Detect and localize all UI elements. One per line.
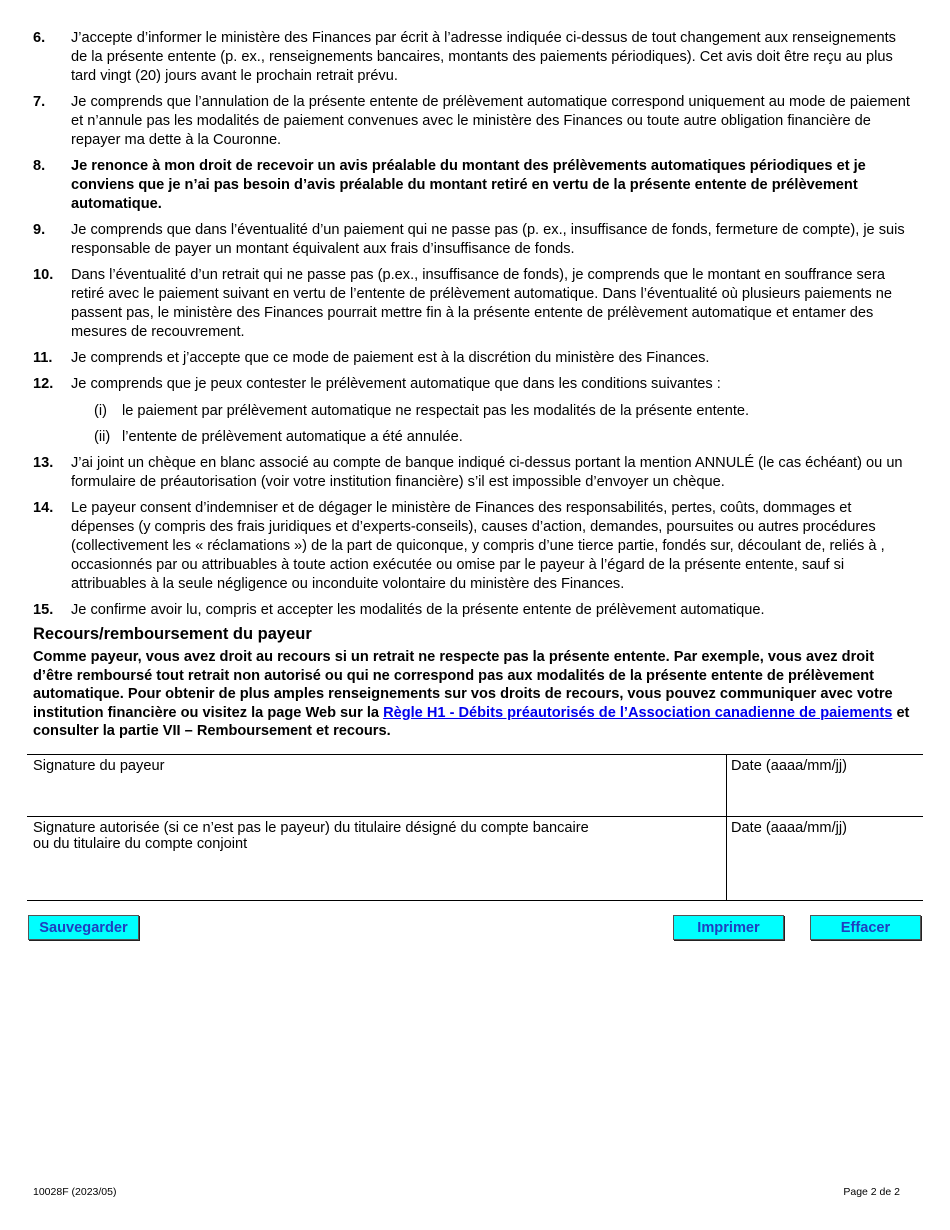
clause-text: J’accepte d’informer le ministère des Finances par écrit à l’adresse indiquée ci-dessus de tout changement aux renseignements de la présente entente (p. ex., renseignements bancaires, montants des paiements périodiques). Cet avis doit être reçu au plus tard vingt (20) jours avant le prochain retrait prévu.: [71, 30, 896, 84]
clause-text: J’ai joint un chèque en blanc associé au compte de banque indiqué ci-dessus portant la mention ANNULÉ (le cas échéant) ou un formulaire de préautorisation (voir votre institution financière) s’il est impossible d’envoyer un chèque.: [71, 455, 903, 490]
authorized-date-field[interactable]: [727, 817, 923, 900]
recourse-text-before: Comme payeur, vous avez droit au recours si un retrait ne respecte pas la présente entente. Par exemple, vous avez droit d’être remboursé tout retrait non autorisé ou qui ne correspond pas aux modalités de la présente entente de prélèvement automatique. Pour obtenir de plus amples renseignements sur vos droits de recours, vous pouvez communiquer avec votre institution financière ou visitez la page Web sur la: [33, 649, 893, 721]
clause-number: 13.: [33, 455, 54, 471]
clause-15: [33, 601, 913, 620]
clause-11: [33, 349, 913, 368]
payer-date-field[interactable]: [727, 755, 923, 816]
sub-clause-ii: [71, 428, 913, 447]
clause-text: Je renonce à mon droit de recevoir un avis préalable du montant des prélèvements automatiques périodiques et je conviens que je n’ai pas besoin d’avis préalable du montant retiré en vertu de la présente entente de prélèvement automatique.: [71, 158, 866, 212]
clause-body: [71, 375, 913, 447]
authorized-date-label: Date (aaaa/mm/jj): [731, 820, 847, 836]
form-code: 10028F (2023/05): [33, 1186, 117, 1198]
clause-number: 10.: [33, 267, 54, 283]
clause-7: [33, 93, 913, 150]
signature-table: [27, 754, 923, 901]
payer-signature-label: Signature du payeur: [33, 758, 165, 774]
clause-text: Je comprends que je peux contester le prélèvement automatique que dans les conditions suivantes :: [71, 376, 721, 392]
clear-button[interactable]: Effacer: [810, 915, 921, 940]
clause-10: [33, 266, 913, 342]
payer-signature-row: [27, 755, 923, 817]
clause-9: [33, 221, 913, 259]
rule-h1-link[interactable]: Règle H1 - Débits préautorisés de l’Association canadienne de paiements: [383, 704, 893, 721]
clause-text: Je comprends que dans l’éventualité d’un paiement qui ne passe pas (p. ex., insuffisance de fonds, fermeture de compte), je suis responsable de payer un montant équivalent aux frais d’insuffisance de fonds.: [71, 222, 905, 257]
payer-signature-field[interactable]: [27, 755, 727, 816]
clause-12: [33, 375, 913, 447]
clause-number: 11.: [33, 350, 53, 366]
clause-number: 12.: [33, 376, 54, 392]
clause-text: Je comprends et j’accepte que ce mode de paiement est à la discrétion du ministère des Finances.: [71, 350, 710, 366]
recourse-heading: Recours/remboursement du payeur: [33, 625, 312, 643]
sub-clause-text: le paiement par prélèvement automatique ne respectait pas les modalités de la présente entente.: [122, 403, 750, 419]
authorized-signature-row: [27, 817, 923, 901]
clause-6: [33, 29, 913, 86]
clause-text: Je comprends que l’annulation de la présente entente de prélèvement automatique correspond uniquement au mode de paiement et n’annule pas les modalités de paiement convenues avec le ministère des Finances ou toute autre obligation financière de repayer ma dette à la Couronne.: [71, 94, 910, 148]
sub-clause-i: [71, 402, 913, 421]
clause-13: [33, 454, 913, 492]
sub-clause-text: l’entente de prélèvement automatique a été annulée.: [122, 429, 463, 445]
clause-list: [33, 29, 913, 627]
save-button[interactable]: Sauvegarder: [28, 915, 139, 940]
clause-14: [33, 499, 913, 594]
recourse-section: [33, 624, 913, 741]
recourse-paragraph: [33, 648, 913, 741]
clause-number: 7.: [33, 94, 46, 110]
clause-text: Le payeur consent d’indemniser et de dégager le ministère de Finances des responsabilités, pertes, coûts, dommages et dépenses (y compris des frais juridiques et d’experts-conseils), causes d’action, demandes, poursuites ou autres procédures (collectivement les « réclamations ») de la part de quiconque, y compris d’une tierce partie, fondés sur, découlant de, reliés à , occasionnés par ou attribuables à toute action exécutée ou omise par le payeur à l’égard de la présente entente, sauf si attribuables à la seule négligence ou inconduite volontaire du ministère des Finances.: [71, 500, 885, 592]
recourse-text-after: et consulter la partie VII – Remboursement et recours.: [33, 704, 910, 740]
authorized-signature-label-line2: ou du titulaire du compte conjoint: [33, 836, 248, 852]
page-number: Page 2 de 2: [843, 1186, 900, 1198]
clause-text: Dans l’éventualité d’un retrait qui ne passe pas (p.ex., insuffisance de fonds), je comprends que le montant en souffrance sera retiré avec le paiement suivant en vertu de l’entente de prélèvement automatique. Dans l’éventualité où plusieurs paiements ne passent pas, le ministère des Finances pourrait mettre fin à la présente entente de prélèvement automatique et entamer des mesures de recouvrement.: [71, 267, 892, 340]
payer-date-label: Date (aaaa/mm/jj): [731, 758, 847, 774]
clause-text: Je confirme avoir lu, compris et accepter les modalités de la présente entente de prélèvement automatique.: [71, 602, 765, 618]
sub-clause-number: (i): [94, 403, 107, 419]
clause-number: 14.: [33, 500, 54, 516]
authorized-signature-label-line1: Signature autorisée (si ce n’est pas le payeur) du titulaire désigné du compte bancaire: [33, 820, 589, 836]
clause-number: 6.: [33, 30, 46, 46]
clause-8: [33, 157, 913, 214]
clause-number: 8.: [33, 158, 46, 174]
clause-number: 15.: [33, 602, 54, 618]
print-button[interactable]: Imprimer: [673, 915, 784, 940]
sub-clause-number: (ii): [94, 429, 111, 445]
clause-number: 9.: [33, 222, 46, 238]
authorized-signature-field[interactable]: [27, 817, 727, 900]
